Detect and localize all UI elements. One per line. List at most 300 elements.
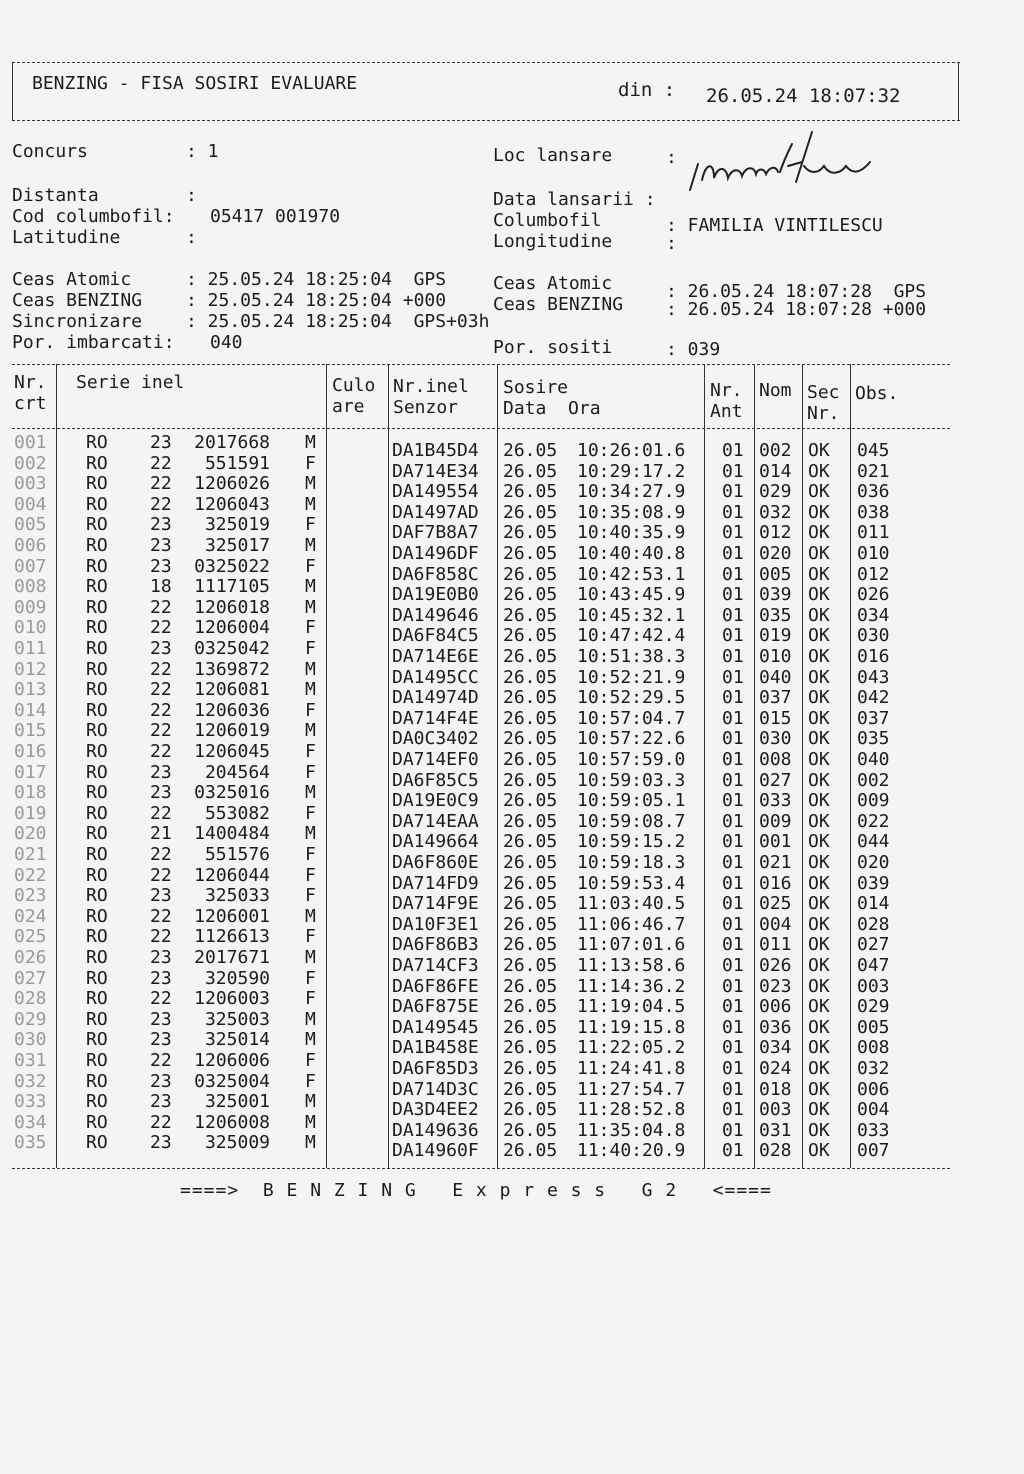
- cell-sec: OK: [808, 543, 830, 564]
- cell-tara: RO: [86, 638, 108, 659]
- cell-sec: OK: [808, 707, 830, 729]
- cell-nr: 009: [14, 596, 47, 618]
- cell-nr: 008: [14, 576, 47, 598]
- cell-an: 22: [150, 679, 172, 701]
- hdr-sec-b: Nr.: [807, 403, 840, 424]
- cell-inel: 0325022: [194, 555, 270, 577]
- cell-nr: 010: [14, 617, 47, 639]
- cell-inel: 1369872: [194, 658, 270, 680]
- cell-sex: M: [305, 782, 316, 804]
- cell-nr: 011: [14, 638, 47, 659]
- cell-tara: RO: [86, 576, 108, 598]
- cell-nom: 025: [759, 893, 792, 915]
- cell-obs: 027: [857, 934, 890, 956]
- cell-sec: OK: [808, 1099, 830, 1121]
- cell-sec: OK: [808, 728, 830, 750]
- cell-senzor: DA3D4EE2: [392, 1099, 479, 1121]
- cell-nr: 017: [14, 761, 47, 783]
- cell-an: 22: [150, 452, 172, 474]
- cell-ant: 01: [722, 790, 744, 812]
- cell-inel: 1206003: [194, 988, 270, 1010]
- cell-inel: 1400484: [194, 823, 270, 845]
- cell-nom: 014: [759, 460, 792, 482]
- cell-senzor: DA6F85C5: [392, 769, 479, 791]
- cell-nom: 020: [759, 543, 792, 564]
- cell-sex: F: [305, 638, 316, 659]
- ceas-benzing-start-label: Ceas BENZING: [12, 290, 143, 311]
- cell-ant: 01: [722, 687, 744, 709]
- cell-tara: RO: [86, 596, 108, 618]
- ceas-atomic-start-label: Ceas Atomic: [12, 269, 132, 290]
- cell-inel: 1206008: [194, 1111, 270, 1133]
- cell-obs: 007: [857, 1140, 890, 1162]
- cell-nom: 036: [759, 1016, 792, 1038]
- cell-data: 26.05: [503, 831, 558, 853]
- cell-nom: 012: [759, 522, 792, 544]
- cell-sex: F: [305, 555, 316, 577]
- cell-obs: 009: [857, 790, 890, 812]
- cell-data: 26.05: [503, 790, 558, 812]
- loc-lansare-label: Loc lansare: [493, 145, 613, 166]
- cell-an: 23: [150, 514, 172, 536]
- cell-sec: OK: [808, 563, 830, 585]
- cell-data: 26.05: [503, 852, 558, 873]
- cell-senzor: DA6F86FE: [392, 975, 479, 997]
- cell-obs: 003: [857, 975, 890, 997]
- cell-tara: RO: [86, 885, 108, 907]
- cell-ora: 10:29:17.2: [577, 460, 686, 482]
- header-left-rule: [12, 62, 13, 120]
- table-bottom-rule: [12, 1168, 950, 1169]
- cell-an: 23: [150, 1008, 172, 1030]
- cell-data: 26.05: [503, 769, 558, 791]
- cell-ora: 10:59:03.3: [577, 769, 686, 791]
- cell-data: 26.05: [503, 625, 558, 647]
- cell-sex: F: [305, 514, 316, 536]
- longitudine-label: Longitudine: [493, 231, 613, 252]
- cell-ant: 01: [722, 872, 744, 894]
- distanta-value: :: [186, 185, 197, 206]
- cell-nr: 001: [14, 432, 47, 453]
- cell-an: 22: [150, 493, 172, 515]
- cell-ant: 01: [722, 460, 744, 482]
- cell-nr: 005: [14, 514, 47, 536]
- cell-an: 23: [150, 885, 172, 907]
- cell-inel: 1206043: [194, 493, 270, 515]
- cell-data: 26.05: [503, 604, 558, 626]
- cell-sex: F: [305, 926, 316, 948]
- cell-nom: 024: [759, 1058, 792, 1079]
- cell-ora: 11:40:20.9: [577, 1140, 686, 1162]
- cell-sex: M: [305, 947, 316, 968]
- cell-senzor: DA1497AD: [392, 501, 479, 523]
- cell-ora: 10:51:38.3: [577, 646, 686, 667]
- cell-tara: RO: [86, 514, 108, 536]
- cell-nr: 004: [14, 493, 47, 515]
- cell-sex: F: [305, 1070, 316, 1092]
- cell-sex: F: [305, 452, 316, 474]
- cell-sex: F: [305, 617, 316, 639]
- cell-tara: RO: [86, 1111, 108, 1133]
- cell-obs: 033: [857, 1119, 890, 1141]
- hdr-crt: crt: [14, 393, 47, 414]
- cell-nr: 027: [14, 967, 47, 989]
- cell-sex: M: [305, 473, 316, 495]
- cell-data: 26.05: [503, 1140, 558, 1162]
- handwritten-signature: [684, 122, 884, 200]
- cell-ora: 10:52:21.9: [577, 666, 686, 688]
- cell-tara: RO: [86, 926, 108, 948]
- cell-nr: 007: [14, 555, 47, 577]
- cell-an: 22: [150, 844, 172, 865]
- cell-sec: OK: [808, 584, 830, 606]
- cell-nom: 027: [759, 769, 792, 791]
- cell-inel: 2017668: [194, 432, 270, 453]
- cell-an: 22: [150, 617, 172, 639]
- cell-nom: 002: [759, 440, 792, 461]
- cell-sex: M: [305, 823, 316, 845]
- cell-obs: 020: [857, 852, 890, 873]
- cell-inel: 1117105: [194, 576, 270, 598]
- cell-ora: 10:45:32.1: [577, 604, 686, 626]
- col-sep-4: [497, 364, 498, 1168]
- cell-an: 22: [150, 720, 172, 742]
- cell-ant: 01: [722, 728, 744, 750]
- latitudine-label: Latitudine: [12, 227, 121, 248]
- cell-nr: 030: [14, 1029, 47, 1051]
- cell-senzor: DA1496DF: [392, 543, 479, 564]
- cell-sec: OK: [808, 1016, 830, 1038]
- cell-ant: 01: [722, 1078, 744, 1100]
- cell-tara: RO: [86, 782, 108, 804]
- cell-an: 23: [150, 967, 172, 989]
- cell-sec: OK: [808, 604, 830, 626]
- cell-ant: 01: [722, 625, 744, 647]
- col-sep-7: [802, 364, 803, 1168]
- cell-an: 22: [150, 864, 172, 886]
- cell-nr: 021: [14, 844, 47, 865]
- cell-data: 26.05: [503, 913, 558, 935]
- cell-inel: 325033: [204, 885, 270, 907]
- cell-ant: 01: [722, 543, 744, 564]
- cell-obs: 029: [857, 996, 890, 1018]
- cell-data: 26.05: [503, 584, 558, 606]
- cod-columbofil-label: Cod columbofil:: [12, 206, 175, 227]
- cell-data: 26.05: [503, 522, 558, 544]
- cell-data: 26.05: [503, 646, 558, 667]
- cell-obs: 032: [857, 1058, 890, 1079]
- cell-nr: 015: [14, 720, 47, 742]
- cell-senzor: DA714E6E: [392, 646, 479, 667]
- cell-ant: 01: [722, 522, 744, 544]
- cell-nom: 026: [759, 955, 792, 976]
- cell-nr: 034: [14, 1111, 47, 1133]
- cell-sex: M: [305, 432, 316, 453]
- hdr-culoare-a: Culo: [332, 375, 376, 396]
- cell-inel: 1206044: [194, 864, 270, 886]
- cell-senzor: DA14960F: [392, 1140, 479, 1162]
- cell-tara: RO: [86, 864, 108, 886]
- cell-inel: 553082: [204, 802, 270, 824]
- cell-ora: 10:59:18.3: [577, 852, 686, 873]
- cell-tara: RO: [86, 432, 108, 453]
- cell-inel: 1126613: [194, 926, 270, 948]
- cell-data: 26.05: [503, 707, 558, 729]
- cell-inel: 0325016: [194, 782, 270, 804]
- col-sep-2: [326, 364, 327, 1168]
- cell-obs: 011: [857, 522, 890, 544]
- cell-ant: 01: [722, 852, 744, 873]
- cell-senzor: DAF7B8A7: [392, 522, 479, 544]
- sositi-label: Por. sositi: [493, 337, 613, 358]
- cell-nom: 019: [759, 625, 792, 647]
- cell-senzor: DA149664: [392, 831, 479, 853]
- cell-obs: 036: [857, 481, 890, 503]
- cell-sex: M: [305, 596, 316, 618]
- cell-data: 26.05: [503, 481, 558, 503]
- cell-ant: 01: [722, 934, 744, 956]
- cell-nr: 018: [14, 782, 47, 804]
- cell-inel: 1206036: [194, 699, 270, 721]
- hdr-sosire-a: Sosire: [503, 377, 569, 398]
- cell-tara: RO: [86, 1070, 108, 1092]
- cell-sex: M: [305, 1111, 316, 1133]
- cell-sec: OK: [808, 1078, 830, 1100]
- cell-data: 26.05: [503, 687, 558, 709]
- columbofil-label: Columbofil: [493, 210, 602, 231]
- cell-data: 26.05: [503, 1099, 558, 1121]
- cell-ora: 11:22:05.2: [577, 1037, 686, 1059]
- cell-ant: 01: [722, 1037, 744, 1059]
- cell-nom: 040: [759, 666, 792, 688]
- cell-tara: RO: [86, 1091, 108, 1113]
- cell-nr: 006: [14, 535, 47, 556]
- cell-sec: OK: [808, 440, 830, 461]
- cell-sec: OK: [808, 666, 830, 688]
- cell-an: 22: [150, 699, 172, 721]
- cell-sex: M: [305, 535, 316, 556]
- cell-an: 22: [150, 905, 172, 927]
- cell-ant: 01: [722, 1099, 744, 1121]
- cell-obs: 026: [857, 584, 890, 606]
- col-sep-8: [850, 364, 851, 1168]
- cell-nom: 028: [759, 1140, 792, 1162]
- cell-data: 26.05: [503, 975, 558, 997]
- cell-inel: 1206004: [194, 617, 270, 639]
- cell-data: 26.05: [503, 810, 558, 832]
- cell-nom: 029: [759, 481, 792, 503]
- cell-ant: 01: [722, 707, 744, 729]
- cell-ora: 11:06:46.7: [577, 913, 686, 935]
- cell-senzor: DA714EAA: [392, 810, 479, 832]
- cell-data: 26.05: [503, 955, 558, 976]
- cell-nr: 035: [14, 1132, 47, 1154]
- cell-ora: 10:40:40.8: [577, 543, 686, 564]
- cell-obs: 008: [857, 1037, 890, 1059]
- header-right-rule: [958, 62, 959, 120]
- cell-ant: 01: [722, 1119, 744, 1141]
- cell-nr: 020: [14, 823, 47, 845]
- cell-tara: RO: [86, 1132, 108, 1154]
- cell-an: 23: [150, 638, 172, 659]
- cell-nr: 032: [14, 1070, 47, 1092]
- sincronizare-value: : 25.05.24 18:25:04 GPS+03h: [186, 311, 490, 332]
- cell-an: 23: [150, 432, 172, 453]
- cell-sec: OK: [808, 1140, 830, 1162]
- imbarcati-label: Por. imbarcati:: [12, 332, 175, 353]
- cell-nom: 030: [759, 728, 792, 750]
- header-bottom-rule: [12, 120, 960, 121]
- cell-ant: 01: [722, 481, 744, 503]
- cell-sec: OK: [808, 913, 830, 935]
- ceas-benzing-end-label: Ceas BENZING: [493, 294, 624, 315]
- cell-senzor: DA6F875E: [392, 996, 479, 1018]
- cell-sec: OK: [808, 934, 830, 956]
- cell-obs: 040: [857, 749, 890, 770]
- cell-nom: 018: [759, 1078, 792, 1100]
- hdr-ant-b: Ant: [710, 401, 743, 422]
- cell-obs: 034: [857, 604, 890, 626]
- cell-ora: 11:19:15.8: [577, 1016, 686, 1038]
- cell-tara: RO: [86, 493, 108, 515]
- cell-an: 22: [150, 658, 172, 680]
- cell-data: 26.05: [503, 934, 558, 956]
- cell-senzor: DA1495CC: [392, 666, 479, 688]
- cell-an: 22: [150, 988, 172, 1010]
- cell-senzor: DA6F858C: [392, 563, 479, 585]
- cell-nr: 031: [14, 1050, 47, 1071]
- distanta-label: Distanta: [12, 185, 99, 206]
- cell-sex: M: [305, 1091, 316, 1113]
- cell-obs: 010: [857, 543, 890, 564]
- cell-nr: 013: [14, 679, 47, 701]
- cell-nr: 016: [14, 741, 47, 762]
- cell-data: 26.05: [503, 563, 558, 585]
- cell-senzor: DA714FD9: [392, 872, 479, 894]
- cell-ant: 01: [722, 1140, 744, 1162]
- cell-ora: 10:35:08.9: [577, 501, 686, 523]
- cell-data: 26.05: [503, 1078, 558, 1100]
- cell-an: 23: [150, 761, 172, 783]
- cell-ant: 01: [722, 831, 744, 853]
- cell-sec: OK: [808, 769, 830, 791]
- cell-sex: F: [305, 741, 316, 762]
- cell-sec: OK: [808, 501, 830, 523]
- cell-tara: RO: [86, 967, 108, 989]
- cell-data: 26.05: [503, 1058, 558, 1079]
- cell-obs: 042: [857, 687, 890, 709]
- cell-ora: 10:42:53.1: [577, 563, 686, 585]
- cell-ora: 10:57:22.6: [577, 728, 686, 750]
- ceas-benzing-end-value: : 26.05.24 18:07:28 +000: [666, 299, 927, 320]
- col-sep-1: [56, 364, 57, 1168]
- cell-obs: 022: [857, 810, 890, 832]
- table-header-rule: [12, 428, 950, 429]
- cell-senzor: DA714F9E: [392, 893, 479, 915]
- hdr-nrinel-a: Nr.inel: [393, 376, 469, 397]
- cell-data: 26.05: [503, 460, 558, 482]
- cell-obs: 044: [857, 831, 890, 853]
- cell-inel: 2017671: [194, 947, 270, 968]
- hdr-sosire-b: Data Ora: [503, 398, 601, 419]
- cell-tara: RO: [86, 617, 108, 639]
- cell-ora: 11:14:36.2: [577, 975, 686, 997]
- cell-tara: RO: [86, 473, 108, 495]
- cell-inel: 325001: [204, 1091, 270, 1113]
- cell-ora: 10:57:59.0: [577, 749, 686, 770]
- cell-sec: OK: [808, 522, 830, 544]
- cell-an: 23: [150, 1091, 172, 1113]
- cell-tara: RO: [86, 823, 108, 845]
- cell-obs: 047: [857, 955, 890, 976]
- cell-ant: 01: [722, 563, 744, 585]
- hdr-ant-a: Nr.: [710, 380, 743, 401]
- cell-sec: OK: [808, 646, 830, 667]
- cell-ant: 01: [722, 440, 744, 461]
- cell-tara: RO: [86, 761, 108, 783]
- cell-ora: 10:59:53.4: [577, 872, 686, 894]
- loc-lansare-value: :: [666, 147, 677, 168]
- cell-senzor: DA714E34: [392, 460, 479, 482]
- cell-ora: 10:59:08.7: [577, 810, 686, 832]
- hdr-sec-a: Sec: [807, 382, 840, 403]
- cell-data: 26.05: [503, 440, 558, 461]
- cell-ora: 11:35:04.8: [577, 1119, 686, 1141]
- cell-ora: 10:34:27.9: [577, 481, 686, 503]
- date-label: din :: [618, 79, 676, 101]
- hdr-culoare-b: are: [332, 396, 365, 417]
- cell-ora: 11:27:54.7: [577, 1078, 686, 1100]
- sheet-title: BENZING - FISA SOSIRI EVALUARE: [32, 73, 358, 94]
- data-lansarii-label: Data lansarii :: [493, 189, 656, 210]
- col-sep-5: [704, 364, 705, 1168]
- cell-nom: 015: [759, 707, 792, 729]
- cell-senzor: DA149554: [392, 481, 479, 503]
- cell-nr: 023: [14, 885, 47, 907]
- cell-ant: 01: [722, 810, 744, 832]
- cell-an: 23: [150, 782, 172, 804]
- cell-an: 21: [150, 823, 172, 845]
- cod-columbofil-value: 05417 001970: [210, 206, 341, 227]
- cell-senzor: DA714F4E: [392, 707, 479, 729]
- cell-an: 22: [150, 1050, 172, 1071]
- cell-nr: 003: [14, 473, 47, 495]
- cell-data: 26.05: [503, 1037, 558, 1059]
- cell-ora: 10:52:29.5: [577, 687, 686, 709]
- ceas-atomic-start-value: : 25.05.24 18:25:04 GPS: [186, 269, 447, 290]
- cell-data: 26.05: [503, 543, 558, 564]
- cell-tara: RO: [86, 1050, 108, 1071]
- cell-nom: 003: [759, 1099, 792, 1121]
- cell-data: 26.05: [503, 872, 558, 894]
- cell-an: 22: [150, 1111, 172, 1133]
- cell-nr: 022: [14, 864, 47, 886]
- cell-obs: 035: [857, 728, 890, 750]
- cell-inel: 1206001: [194, 905, 270, 927]
- cell-nr: 012: [14, 658, 47, 680]
- cell-ant: 01: [722, 769, 744, 791]
- cell-senzor: DA149646: [392, 604, 479, 626]
- cell-ant: 01: [722, 893, 744, 915]
- cell-ant: 01: [722, 1058, 744, 1079]
- cell-sex: F: [305, 802, 316, 824]
- cell-data: 26.05: [503, 501, 558, 523]
- hdr-nrinel-b: Senzor: [393, 397, 459, 418]
- cell-an: 22: [150, 741, 172, 762]
- cell-ora: 11:19:04.5: [577, 996, 686, 1018]
- cell-inel: 204564: [204, 761, 270, 783]
- cell-ant: 01: [722, 584, 744, 606]
